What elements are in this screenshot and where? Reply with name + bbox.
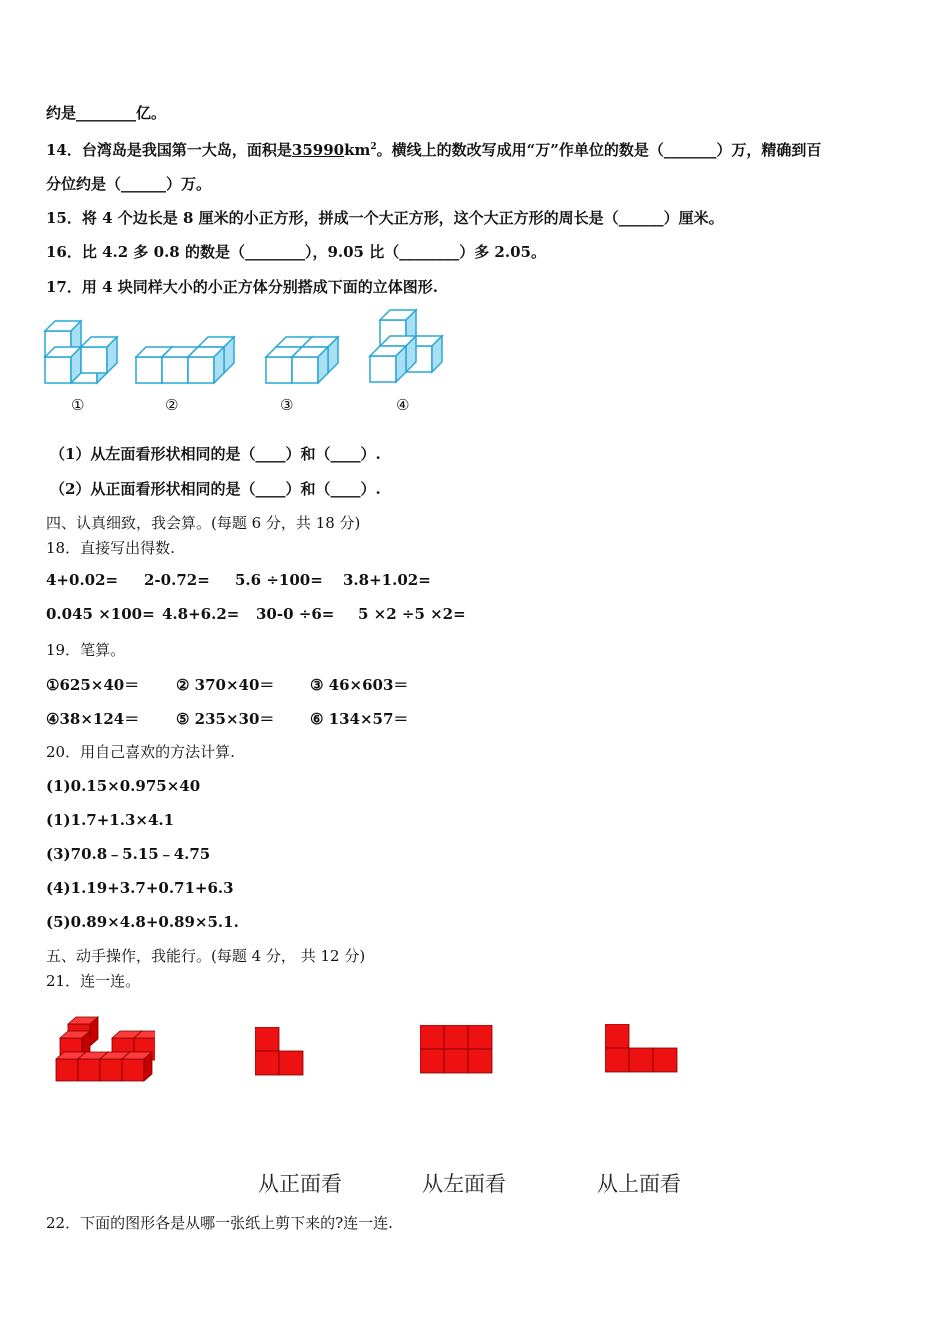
q21-title: 21．连一连。 [46, 972, 141, 990]
q14-unit-sup: 2 [370, 142, 377, 152]
q19-title: 19．笔算。 [46, 641, 126, 659]
q20-item-2: (1)1.7+1.3×4.1 [46, 811, 175, 829]
section-4-heading: 四、认真细致，我会算。(每题 6 分，共 18 分) [46, 514, 361, 532]
q18-item: 2-0.72= [144, 571, 210, 589]
q21-view-label-front: 从正面看 [258, 1172, 342, 1196]
q17-title: 17．用 4 块同样大小的小正方体分别搭成下面的立体图形. [46, 278, 438, 296]
q13-tail: 约是________亿。 [46, 104, 167, 122]
q20-item-5: (5)0.89×4.8+0.89×5.1. [46, 913, 239, 931]
q18-item: 5.6 ÷100= [235, 571, 323, 589]
q17-sub2: （2）从正面看形状相同的是（____）和（____）. [50, 480, 381, 498]
q18-item: 3.8+1.02= [343, 571, 431, 589]
q21-view-a [255, 1027, 305, 1077]
q21-view-c [605, 1024, 680, 1074]
q19-item: ③ 46×603＝ [310, 676, 409, 694]
q18-title: 18．直接写出得数. [46, 539, 175, 557]
q21-view-label-top: 从上面看 [597, 1172, 681, 1196]
q17-figure-3 [266, 337, 338, 383]
q14-unit: km [344, 141, 371, 159]
q14-area-number: 35990 [291, 141, 345, 159]
q21-view-b [420, 1025, 494, 1075]
q19-item: ⑥ 134×57＝ [310, 710, 409, 728]
q20-item-1: (1)0.15×0.975×40 [46, 777, 201, 795]
q20-item-3: (3)70.8﹣5.15﹣4.75 [46, 845, 211, 863]
q17-label-1: ① [71, 396, 85, 414]
q19-item: ⑤ 235×30＝ [176, 710, 275, 728]
section-5-heading: 五、动手操作，我能行。(每题 4 分， 共 12 分) [46, 947, 366, 965]
q17-figure-1 [45, 321, 117, 383]
q22-title: 22．下面的图形各是从哪一张纸上剪下来的?连一连. [46, 1214, 393, 1232]
q14-text-pre: 14．台湾岛是我国第一大岛，面积是 [46, 141, 292, 159]
q17-figure-2 [136, 337, 234, 383]
q19-item: ② 370×40＝ [176, 676, 275, 694]
q19-item: ④38×124＝ [46, 710, 140, 728]
q15: 15．将 4 个边长是 8 厘米的小正方形，拼成一个大正方形，这个大正方形的周长是（______）厘米。 [46, 209, 724, 227]
q18-item: 0.045 ×100= [46, 605, 155, 623]
q14-text-post: 。横线上的数改写成用“万”作单位的数是（_______）万，精确到百 [376, 141, 822, 159]
q18-item: 30-0 ÷6= [256, 605, 335, 623]
q18-item: 5 ×2 ÷5 ×2= [358, 605, 466, 623]
q21-view-label-left: 从左面看 [422, 1172, 506, 1196]
q14-line2: 分位约是（______）万。 [46, 175, 212, 193]
q21-solid-figure [50, 1010, 155, 1085]
q17-label-3: ③ [280, 396, 294, 414]
q16: 16．比 4.2 多 0.8 的数是（________），9.05 比（________）多 2.05。 [46, 243, 546, 261]
q17-label-4: ④ [396, 396, 410, 414]
q17-sub1: （1）从左面看形状相同的是（____）和（____）. [50, 445, 381, 463]
q18-item: 4.8+6.2= [162, 605, 240, 623]
q20-title: 20．用自己喜欢的方法计算. [46, 743, 235, 761]
q17-label-2: ② [165, 396, 179, 414]
q20-item-4: (4)1.19+3.7+0.71+6.3 [46, 879, 234, 897]
q18-item: 4+0.02= [46, 571, 119, 589]
q14-line1 [46, 137, 821, 160]
q17-figure-4 [370, 310, 442, 382]
q19-item: ①625×40＝ [46, 676, 140, 694]
